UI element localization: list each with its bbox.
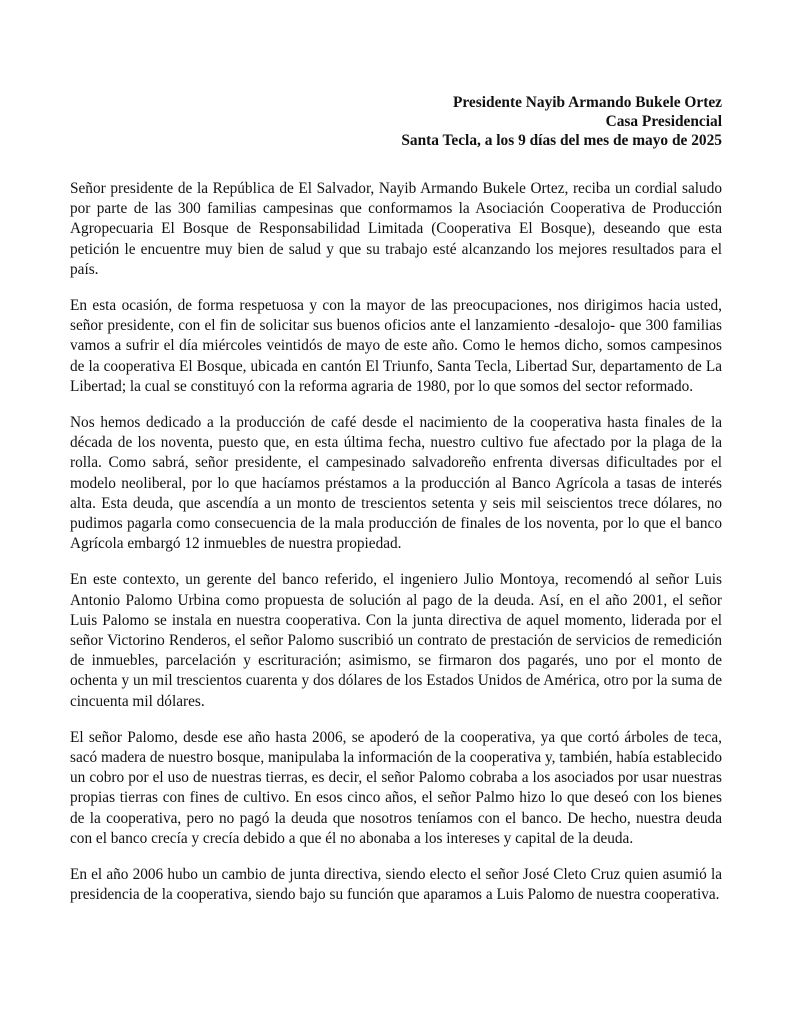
- place-and-date: Santa Tecla, a los 9 días del mes de mayo de 2025: [401, 132, 722, 149]
- paragraph-palomo-arrival: En este contexto, un gerente del banco referido, el ingeniero Julio Montoya, recomendó al señor Luis Antonio Palomo Urbina como propuesta de solución al pago de la deuda. Así, en el año 2001, el señor Luis Palomo se instala en nuestra cooperativa. Con la junta directiva de aquel momento, liderada por el señor Victorino Renderos, el señor Palomo suscribió un contrato de prestación de servicios de remedición de inmuebles, parcelación y escrituración; asimismo, se firmaron dos pagarés, uno por el monto de ochenta y un mil trescientos cuarenta y dos dólares de los Estados Unidos de América, otro por la suma de cincuenta mil dólares.: [70, 571, 722, 710]
- paragraph-palomo-control: El señor Palomo, desde ese año hasta 2006, se apoderó de la cooperativa, ya que cortó árboles de teca, sacó madera de nuestro bosque, manipulaba la información de la cooperativa y, también, había establecido un cobro por el uso de nuestras tierras, es decir, el señor Palomo cobraba a los asociados por usar nuestras propias tierras con fines de cultivo. En esos cinco años, el señor Palmo hizo lo que deseó con los bienes de la cooperativa, pero no pagó la deuda que nosotros teníamos con el banco. De hecho, nuestra deuda con el banco crecía y crecía debido a que él no abonaba a los intereses y capital de la deuda.: [70, 728, 722, 847]
- recipient-name: Presidente Nayib Armando Bukele Ortez: [452, 94, 722, 111]
- paragraph-request: En esta ocasión, de forma respetuosa y con la mayor de las preocupaciones, nos dirigimos hacia usted, señor presidente, con el fin de solicitar sus buenos oficios ante el lanzamiento -desalojo- que 300 familias vamos a sufrir el día miércoles veintidós de mayo de este año. Como le hemos dicho, somos campesinos de la cooperativa El Bosque, ubicada en cantón El Triunfo, Santa Tecla, Libertad Sur, departamento de La Libertad; la cual se constituyó con la reforma agraria de 1980, por lo que somos del sector reformado.: [70, 297, 722, 395]
- letter-header: [401, 93, 722, 150]
- paragraph-coffee-history: Nos hemos dedicado a la producción de café desde el nacimiento de la cooperativa hasta finales de la década de los noventa, puesto que, en esta última fecha, nuestro cultivo fue afectado por la plaga de la rolla. Como sabrá, señor presidente, el campesinado salvadoreño enfrenta diversas dificultades por el modelo neoliberal, por lo que hacíamos préstamos a la producción al Banco Agrícola a tasas de interés alta. Esta deuda, que ascendía a un monto de trescientos setenta y seis mil seiscientos trece dólares, no pudimos pagarla como consecuencia de la mala producción de finales de los noventa, por lo que el banco Agrícola embargó 12 inmuebles de nuestra propiedad.: [70, 414, 722, 553]
- recipient-institution: Casa Presidencial: [605, 113, 722, 130]
- letter-body: [70, 179, 722, 922]
- paragraph-new-board: En el año 2006 hubo un cambio de junta directiva, siendo electo el señor José Cleto Cruz quien asumió la presidencia de la cooperativa, siendo bajo su función que aparamos a Luis Palomo de nuestra cooperativa.: [70, 866, 722, 904]
- paragraph-greeting: Señor presidente de la República de El Salvador, Nayib Armando Bukele Ortez, reciba un cordial saludo por parte de las 300 familias campesinas que conformamos la Asociación Cooperativa de Producción Agropecuaria El Bosque de Responsabilidad Limitada (Cooperativa El Bosque), deseando que esta petición le encuentre muy bien de salud y que su trabajo esté alcanzando los mejores resultados para el país.: [70, 180, 722, 278]
